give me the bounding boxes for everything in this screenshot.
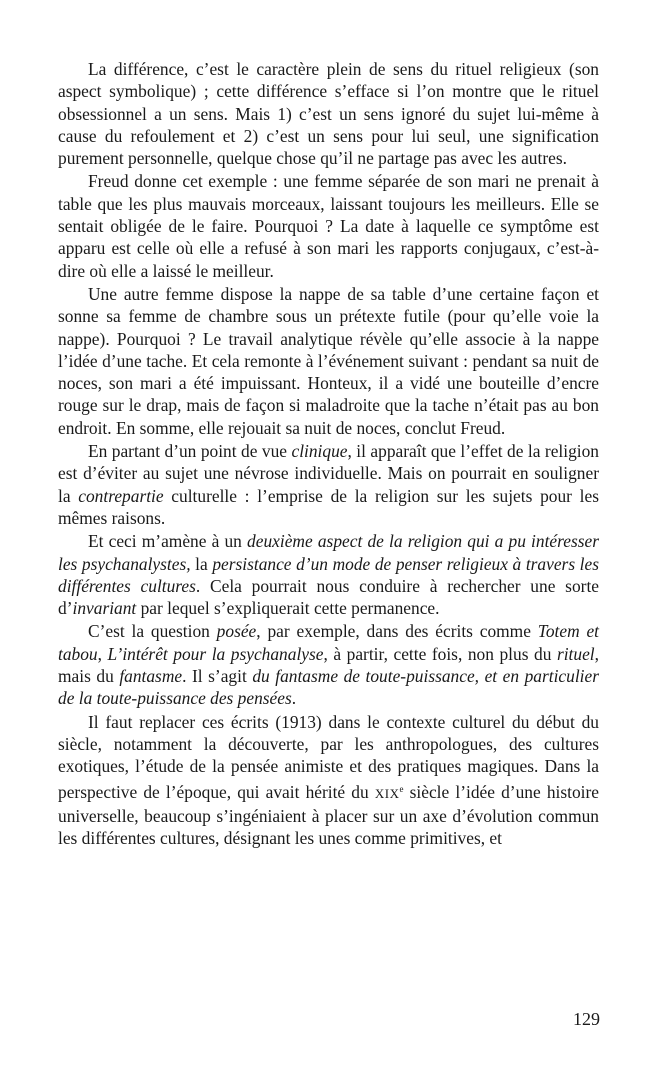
text-run: , à partir, cette fois, non plus du — [323, 643, 557, 664]
text-run: Il faut replacer ces écrits (1913) dans le contexte culturel du début du siècle, notamment la découverte, par les anthropologues, des cultures exotiques, l’étude de la pensée animiste et des pratiques magiques. Dans la perspective de l’époque, qui avait hérité du — [58, 711, 599, 802]
text-run: la — [190, 553, 213, 574]
italic-run: rituel — [556, 643, 595, 664]
paragraph — [58, 170, 599, 281]
italic-run: persistance d’un mode de penser religieux à travers les différentes cultures — [58, 553, 599, 596]
text-run: par lequel s’expliquerait cette permanence. — [136, 598, 440, 619]
text-run: . Il s’agit — [182, 666, 253, 687]
paragraph — [58, 283, 599, 439]
italic-run: posée — [216, 621, 257, 642]
italic-run: du fantasme de toute-puissance, et en particulier de la toute-puissance des pensées — [58, 666, 599, 709]
paragraph — [58, 620, 599, 709]
text-run: , mais du — [58, 643, 599, 687]
text-run: Une autre femme dispose la nappe de sa table d’une certaine façon et sonne sa femme de chambre sous un prétexte futile (pour qu’elle voie la nappe). Pourquoi ? Le travail analytique révèle qu’elle associe à la nappe l’idée d’une tache. Et cela remonte à l’événement suivant : pendant sa nuit de noces, son mari a été impuissant. Honteux, il a vidé une bouteille d’encre rouge sur le drap, mais de façon si maladroite que la tache n’était pas au bon endroit. En somme, elle rejouait sa nuit de noces, conclut Freud. — [58, 283, 599, 438]
text-run: . — [291, 688, 297, 709]
text-run: , — [97, 643, 108, 664]
italic-run: contrepartie — [78, 485, 164, 506]
italic-run: invariant — [72, 598, 137, 619]
text-run: . Cela pourrait nous conduire à rechercher une sorte d’ — [58, 575, 599, 619]
page-number: 129 — [573, 1009, 600, 1029]
text-run: Et ceci m’amène à un — [88, 531, 248, 552]
paragraph — [58, 711, 599, 850]
small-caps-run: XIX — [374, 785, 400, 801]
superscript-run: e — [399, 783, 404, 794]
paragraph — [58, 58, 599, 169]
text-run: C’est la question — [88, 621, 217, 642]
paragraph — [58, 530, 599, 619]
text-run: , par exemple, dans des écrits comme — [256, 621, 538, 642]
italic-run: L’intérêt pour la psychanalyse — [107, 643, 324, 664]
text-run: En partant d’un point de vue — [88, 441, 292, 462]
text-run: La différence, c’est le caractère plein de sens du rituel religieux (son aspect symbolique) ; cette différence s’efface si l’on montre que le rituel obsessionnel a un sens. Mais 1) c’est un sens ignoré du sujet lui-même à cause du refoulement et 2) c’est un sens pour lui seul, une signification purement personnelle, quelque chose qu’il ne partage pas avec les autres. — [58, 59, 599, 169]
text-run: culturelle : l’emprise de la religion sur les sujets pour les mêmes raisons. — [58, 485, 599, 528]
page-body — [58, 58, 599, 849]
italic-run: clinique — [291, 441, 348, 462]
italic-run: fantasme — [119, 666, 183, 687]
text-run: siècle l’idée d’une histoire universelle, beaucoup s’ingéniaient à placer sur un axe d’évolution commun les différentes cultures, désignant les unes comme primitives, et — [58, 781, 600, 849]
text-run: Freud donne cet exemple : une femme séparée de son mari ne prenait à table que les plus mauvais morceaux, laissant toujours les meilleurs. Elle se sentait obligée de le faire. Pourquoi ? La date à laquelle ce symptôme est apparu est celle où elle a refusé à son mari les rapports conjugaux, c’est-à-dire où elle a laissé le meilleur. — [58, 171, 599, 281]
text-run: , il apparaît que l’effet de la religion est d’éviter au sujet une névrose individuelle. Mais on pourrait en souligner la — [58, 441, 599, 506]
italic-run: deuxième aspect de la religion qui a pu intéresser les psychanalystes, — [58, 531, 599, 574]
italic-run: Totem et tabou — [58, 621, 600, 664]
paragraph — [58, 440, 599, 529]
